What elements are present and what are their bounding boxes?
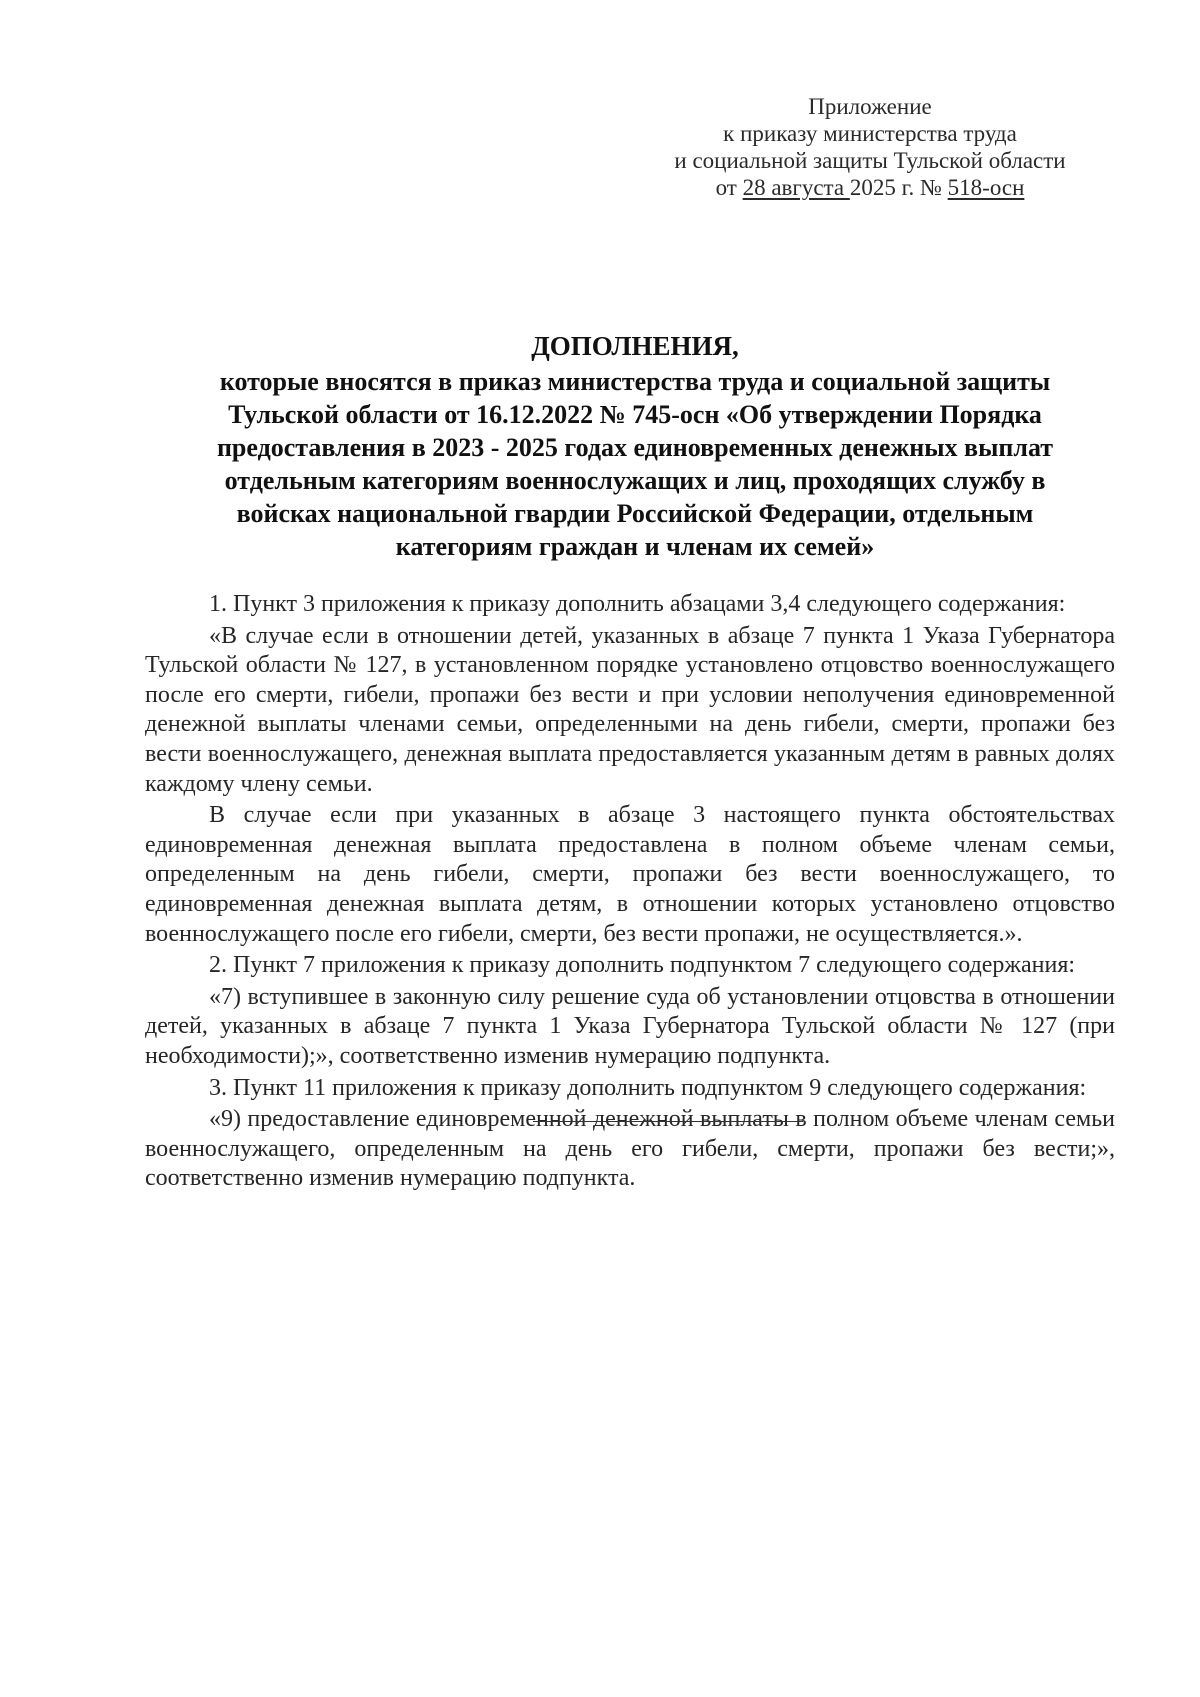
title-line: отдельным категориям военнослужащих и лиц, проходящих службу в bbox=[224, 466, 1046, 495]
paragraph-item-2: 2. Пункт 7 приложения к приказу дополнить подпунктом 7 следующего содержания: bbox=[209, 952, 1076, 979]
paragraph-quote-4: «9) предоставление единовременной денежной выплаты в полном объеме членам семьи военнослужащего, определенным на день его гибели, смерти, пропажи без вести;», соответственно изменив нумерацию подпункта. bbox=[145, 1106, 1115, 1192]
document-title bbox=[145, 330, 1125, 563]
appendix-number: 518-осн bbox=[947, 175, 1025, 200]
paragraph-item-1: 1. Пункт 3 приложения к приказу дополнить абзацами 3,4 следующего содержания: bbox=[209, 591, 1066, 617]
appendix-header bbox=[640, 93, 1100, 201]
title-main: ДОПОЛНЕНИЯ, bbox=[531, 331, 739, 361]
appendix-date-prefix: от bbox=[715, 175, 743, 200]
title-line: Тульской области от 16.12.2022 № 745-осн «Об утверждении Порядка bbox=[228, 400, 1042, 429]
document-body bbox=[145, 590, 1115, 1194]
appendix-label: Приложение bbox=[808, 94, 932, 119]
appendix-order-ref: к приказу министерства труда bbox=[723, 121, 1017, 146]
appendix-date-line bbox=[640, 174, 1100, 201]
paragraph-quote-1: «В случае если в отношении детей, указанных в абзаце 7 пункта 1 Указа Губернатора Тульской области № 127, в установленном порядке установлено отцовство военнослужащего после его смерти, гибели, пропажи без вести и при условии неполучения единовременной денежной выплаты членами семьи, определенными на день гибели, смерти, пропажи без вести военнослужащего, денежная выплата предоставляется указанным детям в равных долях каждому члену семьи. bbox=[145, 622, 1115, 797]
title-line: которые вносятся в приказ министерства труда и социальной защиты bbox=[219, 367, 1051, 396]
appendix-ministry: и социальной защиты Тульской области bbox=[674, 148, 1066, 173]
end-separator-line bbox=[533, 1121, 803, 1122]
title-line: предоставления в 2023 - 2025 годах единовременных денежных выплат bbox=[216, 433, 1054, 462]
title-line: войсках национальной гвардии Российской Федерации, отдельным bbox=[236, 499, 1034, 528]
paragraph-item-3: 3. Пункт 11 приложения к приказу дополнить подпунктом 9 следующего содержания: bbox=[209, 1074, 1087, 1101]
paragraph-quote-2: В случае если при указанных в абзаце 3 настоящего пункта обстоятельствах единовременная денежная выплата предоставлена в полном объеме членам семьи, определенным на день гибели, смерти, пропажи без вести военнослужащего, то единовременная денежная выплата детям, в отношении которых установлено отцовство военнослужащего после его гибели, смерти, без вести пропажи, не осуществляется.». bbox=[145, 802, 1115, 947]
appendix-year-no: 2025 г. № bbox=[849, 175, 948, 200]
paragraph-quote-3: «7) вступившее в законную силу решение суда об установлении отцовства в отношении детей, указанных в абзаце 7 пункта 1 Указа Губернатора Тульской области № 127 (при необходимости);», соответственно изменив нумерацию подпункта. bbox=[145, 983, 1115, 1069]
appendix-date: 28 августа bbox=[742, 175, 850, 200]
title-line: категориям граждан и членам их семей» bbox=[395, 532, 875, 561]
